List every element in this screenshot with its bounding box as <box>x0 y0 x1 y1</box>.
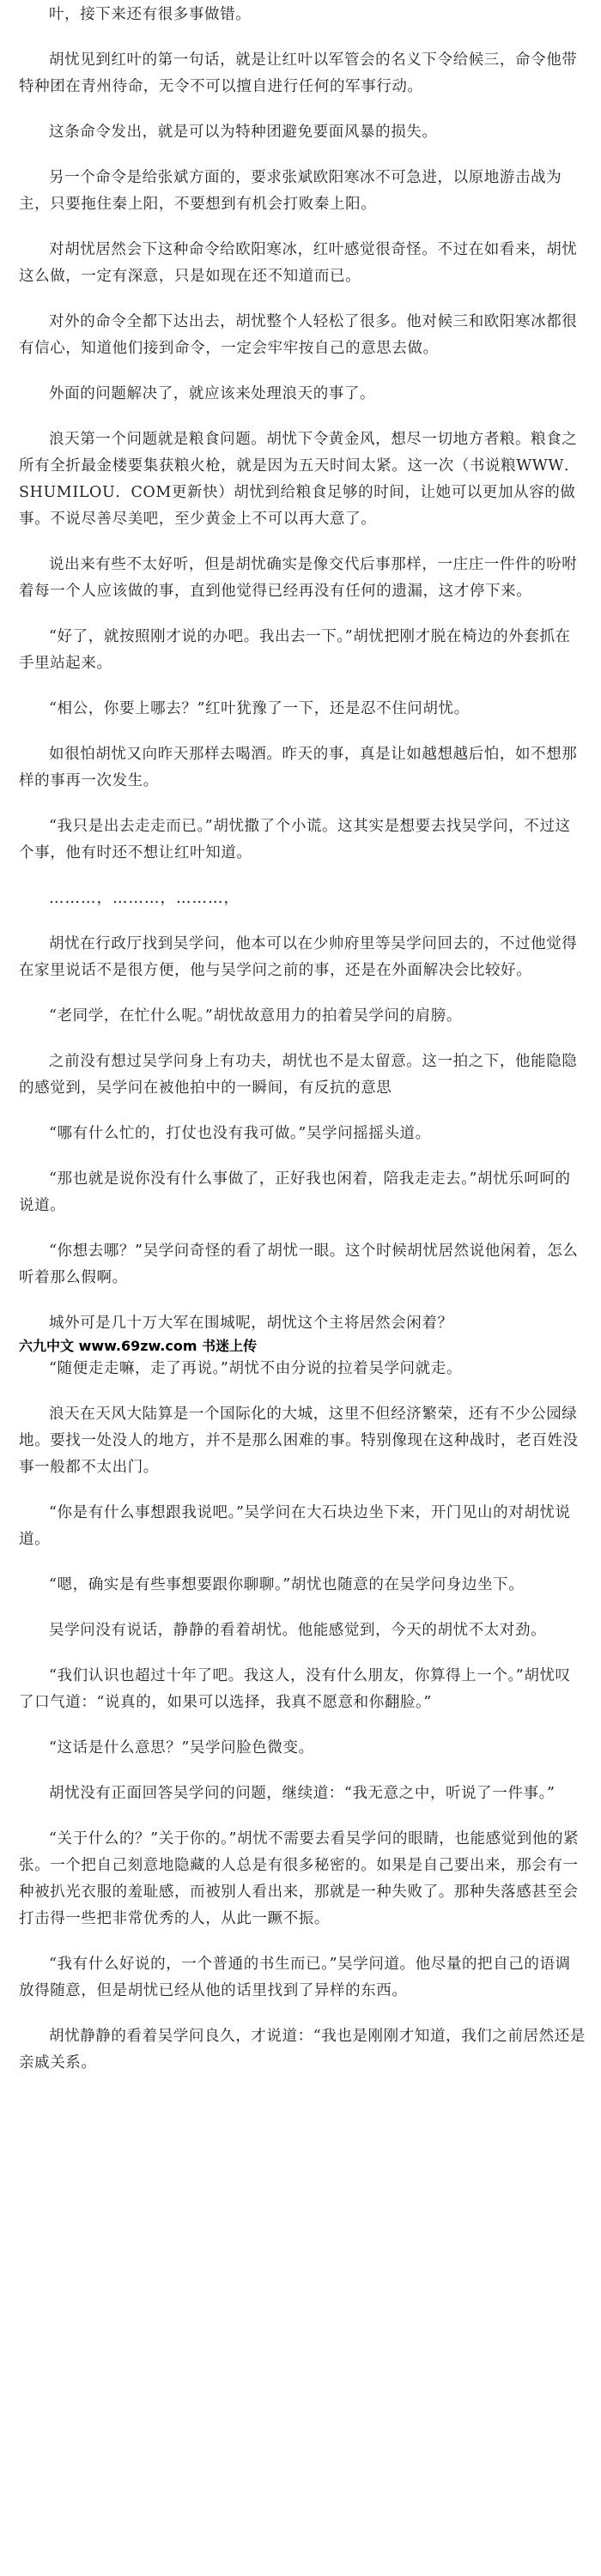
paragraph: 胡忧没有正面回答吴学问的问题，继续道：“我无意之中，听说了一件事。” <box>49 1785 555 1802</box>
paragraph: 胡忧在行政厅找到吴学问，他本可以在少帅府里等吴学问回去的，不过他觉得在家里说话不是很方便，他与吴学问之前的事，还是在外面解决会比较好。 <box>19 935 578 979</box>
paragraph: “我只是出去走走而已。”胡忧撒了个小谎。这其实是想要去找吴学问，不过这个事，他有时还不想让红叶知道。 <box>19 818 571 862</box>
paragraph: 如很怕胡忧又向昨天那样去喝酒。昨天的事，真是让如越想越后怕，如不想那样的事再一次发生。 <box>19 746 578 789</box>
paragraph: “关于什么的？”关于你的。”胡忧不需要去看吴学问的眼睛，也能感觉到他的紧张。一个把自己刻意地隐藏的人总是有很多秘密的。如果是自己要出来，那会有一种被扒光衣服的羞耻感，而被别人看出来，那就是一种失败了。那种失落感甚至会打击得一些把非常优秀的人，从此一蹶不振。 <box>19 1830 580 1927</box>
paragraph: “哪有什么忙的，打仗也没有我可做。”吴学问摇摇头道。 <box>49 1125 431 1142</box>
paragraph: 另一个命令是给张斌方面的，要求张斌欧阳寒冰不可急进，以原地游击战为主，只要拖住秦上阳，不要想到有机会打败秦上阳。 <box>19 169 562 213</box>
paragraph: “好了，就按照刚才说的办吧。我出去一下。”胡忧把刚才脱在椅边的外套抓在手里站起来。 <box>19 628 571 672</box>
paragraph: 浪天在天风大陆算是一个国际化的大城，这里不但经济繁荣，还有不少公园绿地。要找一处没人的地方，并不是那么困难的事。特别像现在这种战时，老百姓没事一般都不太出门。 <box>19 1406 579 1476</box>
paragraph: “我们认识也超过十年了吧。我这人，没有什么朋友，你算得上一个。”胡忧叹了口气道：“说真的，如果可以选择，我真不愿意和你翻脸。” <box>19 1667 571 1711</box>
paragraph: 胡忧静静的看着吴学问良久，才说道：“我也是刚刚才知道，我们之前居然还是亲戚关系。 <box>19 2028 586 2071</box>
paragraph: “你是有什么事想跟我说吧。”吴学问在大石块边坐下来，开门见山的对胡忧说道。 <box>19 1504 571 1548</box>
document-page <box>0 2 601 2576</box>
paragraph: “这话是什么意思？”吴学问脸色微变。 <box>49 1739 314 1757</box>
paragraph: 之前没有想过吴学问身上有功夫，胡忧也不是太留意。这一拍之下，他能隐隐的感觉到，吴学问在被他拍中的一瞬间，有反抗的意思 <box>19 1053 578 1097</box>
paragraph: 对外的命令全都下达出去，胡忧整个人轻松了很多。他对候三和欧阳寒冰都很有信心，知道他们接到命令，一定会牢牢按自己的意思去做。 <box>19 313 578 357</box>
paragraph: “嗯，确实是有些事想要跟你聊聊。”胡忧也随意的在吴学问身边坐下。 <box>49 1576 525 1593</box>
paragraph: “随便走走嘛，走了再说。”胡忧不由分说的拉着吴学问就走。 <box>49 1360 462 1377</box>
paragraph: “那也就是说你没有什么事做了，正好我也闲着，陪我走走去。”胡忧乐呵呵的说道。 <box>19 1170 571 1214</box>
paragraph: “老同学，在忙什么呢。”胡忧故意用力的拍着吴学问的肩膀。 <box>49 1007 462 1025</box>
paragraph: 说出来有些不太好听，但是胡忧确实是像交代后事那样，一庄庄一件件的吩咐着每一个人应该做的事，直到他觉得已经再没有任何的遗漏，这才停下来。 <box>19 556 578 600</box>
paragraph: 外面的问题解决了，就应该来处理浪天的事了。 <box>49 385 376 402</box>
site-watermark: 六九中文 www.69zw.com 书迷上传 <box>19 1338 258 1354</box>
paragraph: 浪天第一个问题就是粮食问题。胡忧下令黄金风，想尽一切地方者粮。粮食之所有全折最金楼要集获粮火枪，就是因为五天时间太紧。这一次（书说粮WWW．SHUMILOU．COM更新快）胡忧到给粮食足够的时间，让她可以更加从容的做事。不说尽善尽美吧，至少黄金上不可以再大意了。 <box>19 431 580 528</box>
paragraph: “相公，你要上哪去？”红叶犹豫了一下，还是忍不住问胡忧。 <box>49 700 470 717</box>
paragraph: 这条命令发出，就是可以为特种团避免要面风暴的损失。 <box>49 124 438 141</box>
paragraph: 城外可是几十万大军在围城呢，胡忧这个主将居然会闲着？ <box>49 1315 453 1332</box>
paragraph: 叶，接下来还有很多事做错。 <box>49 6 252 23</box>
paragraph: 对胡忧居然会下这种命令给欧阳寒冰，红叶感觉很奇怪。不过在如看来，胡忧这么做，一定有深意，只是如现在还不知道而已。 <box>19 241 578 285</box>
paragraph: “你想去哪？”吴学问奇怪的看了胡忧一眼。这个时候胡忧居然说他闲着，怎么听着那么假啊。 <box>19 1243 579 1286</box>
paragraph: “我有什么好说的，一个普通的书生而已。”吴学问道。他尽量的把自己的语调放得随意，但是胡忧已经从他的话里找到了异样的东西。 <box>19 1956 571 1999</box>
paragraph: 胡忧见到红叶的第一句话，就是让红叶以军管会的名义下令给候三，命令他带特种团在青州待命，无令不可以擅自进行任何的军事行动。 <box>19 51 578 95</box>
paragraph: 吴学问没有说话，静静的看着胡忧。他能感觉到，今天的胡忧不太对劲。 <box>49 1622 547 1639</box>
section-break: ………，………，………， <box>49 890 240 907</box>
